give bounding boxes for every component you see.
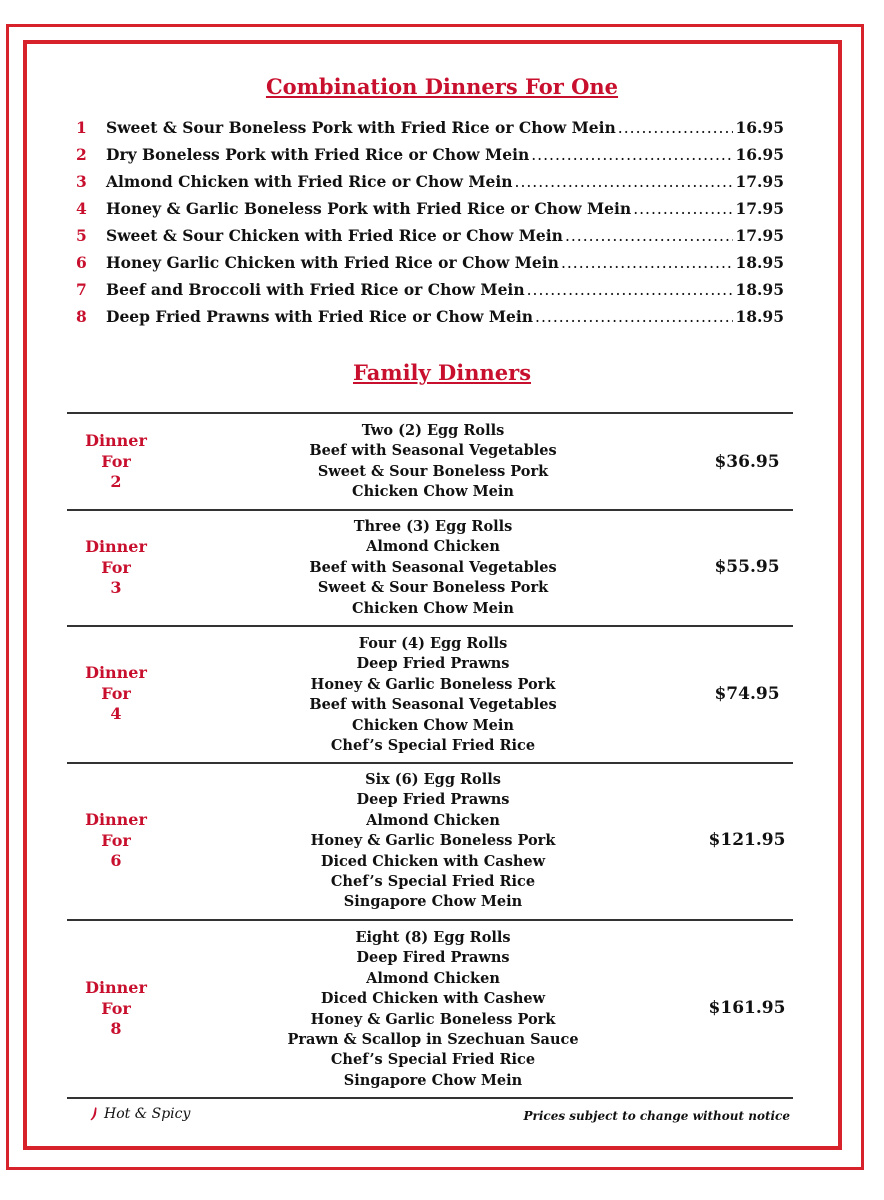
dinner-item: Sweet & Sour Boneless Pork: [317, 579, 549, 597]
dinner-item: Chef’s Special Fried Rice: [330, 737, 536, 755]
dinner-item: Deep Fired Prawns: [356, 949, 510, 967]
dinner-label-line: 8: [110, 1019, 122, 1038]
dinner-item: Chicken Chow Mein: [352, 716, 514, 734]
dinner-item: Prawn & Scallop in Szechuan Sauce: [287, 1031, 579, 1049]
price-notice: Prices subject to change without notice: [523, 1109, 790, 1123]
spicy-legend-text: Hot & Spicy: [104, 1106, 191, 1122]
dinner-item: Singapore Chow Mein: [343, 1071, 523, 1089]
dinner-items: [217, 928, 649, 1091]
dinner-label-line: 6: [110, 851, 122, 870]
dinner-item: Beef with Seasonal Vegetables: [309, 442, 557, 460]
combo-price: 18.95: [735, 253, 784, 272]
combo-price: 17.95: [735, 226, 784, 245]
combo-number: 3: [76, 172, 87, 191]
dinner-item: Honey & Garlic Boneless Pork: [310, 832, 556, 850]
dot-leader: [561, 254, 734, 272]
dinner-label: [67, 431, 165, 493]
dot-leader: [565, 227, 734, 245]
divider: [67, 509, 793, 511]
dinner-label: [67, 663, 165, 725]
dinner-label-line: For: [101, 451, 131, 471]
combo-item: [76, 226, 784, 250]
dinner-price: $36.95: [714, 452, 780, 472]
combo-item: [76, 253, 784, 277]
dinner-item: Chef’s Special Fried Rice: [330, 873, 536, 891]
dinner-price: $121.95: [708, 830, 786, 850]
combo-item: [76, 172, 784, 196]
dinner-items: [217, 634, 649, 756]
dinner-item: Diced Chicken with Cashew: [320, 990, 546, 1008]
dinner-items: [217, 770, 649, 913]
dinner-price: $74.95: [714, 684, 780, 704]
dinner-items: [217, 421, 649, 503]
dinner-item: Chicken Chow Mein: [352, 599, 514, 617]
dinner-item: Eight (8) Egg Rolls: [355, 929, 511, 946]
dinner-label: [67, 537, 165, 599]
combo-price: 18.95: [735, 307, 784, 326]
dinner-item: Deep Fried Prawns: [356, 791, 510, 809]
dinner-item: Deep Fried Prawns: [356, 655, 510, 673]
divider: [67, 625, 793, 627]
dinner-item: Chef’s Special Fried Rice: [330, 1051, 536, 1069]
spicy-legend: [90, 1106, 190, 1122]
combo-name: Sweet & Sour Chicken with Fried Rice or Chow Mein: [106, 226, 563, 245]
combo-name: Honey & Garlic Boneless Pork with Fried Rice or Chow Mein: [106, 199, 632, 218]
combo-name: Beef and Broccoli with Fried Rice or Chow Mein: [106, 280, 525, 299]
divider: [67, 1097, 793, 1099]
combo-number: 1: [76, 118, 87, 137]
dinner-item: Almond Chicken: [366, 969, 500, 987]
dinner-label-line: For: [101, 998, 131, 1018]
dinner-label-line: 2: [110, 472, 122, 491]
dot-leader: [527, 281, 734, 299]
combo-item: [76, 307, 784, 331]
combo-item: [76, 118, 784, 142]
dinner-item: Diced Chicken with Cashew: [320, 852, 546, 870]
combo-price: 16.95: [735, 118, 784, 137]
combo-name: Dry Boneless Pork with Fried Rice or Chow Mein: [106, 145, 530, 164]
combo-price: 17.95: [735, 199, 784, 218]
dinner-item: Beef with Seasonal Vegetables: [309, 696, 557, 714]
combo-number: 7: [76, 280, 87, 299]
combo-number: 8: [76, 307, 87, 326]
dinner-label-line: Dinner: [85, 978, 147, 997]
combo-name: Almond Chicken with Fried Rice or Chow Mein: [106, 172, 513, 191]
dot-leader: [535, 308, 733, 326]
divider: [67, 762, 793, 764]
family-title: Family Dinners: [352, 360, 532, 385]
dot-leader: [531, 146, 733, 164]
dinner-label-line: Dinner: [85, 810, 147, 829]
combo-number: 2: [76, 145, 87, 164]
combination-title: Combination Dinners For One: [265, 74, 619, 99]
dot-leader: [618, 119, 734, 137]
dinner-item: Sweet & Sour Boneless Pork: [317, 462, 549, 480]
combo-item: [76, 199, 784, 223]
dinner-label-line: Dinner: [85, 537, 147, 556]
dinner-item: Two (2) Egg Rolls: [361, 422, 505, 439]
combo-price: 17.95: [735, 172, 784, 191]
combo-name: Honey Garlic Chicken with Fried Rice or Chow Mein: [106, 253, 559, 272]
dot-leader: [515, 173, 734, 191]
combo-price: 18.95: [735, 280, 784, 299]
dinner-label: [67, 978, 165, 1040]
dinner-label-line: 4: [110, 704, 122, 723]
dinner-label-line: 3: [110, 578, 122, 597]
dinner-item: Almond Chicken: [366, 538, 500, 556]
combo-number: 5: [76, 226, 87, 245]
dinner-label-line: For: [101, 683, 131, 703]
combo-item: [76, 145, 784, 169]
dinner-label-line: For: [101, 830, 131, 850]
dinner-price: $55.95: [714, 557, 780, 577]
dinner-item: Singapore Chow Mein: [343, 893, 523, 911]
dinner-item: Three (3) Egg Rolls: [353, 518, 513, 535]
combo-item: [76, 280, 784, 304]
dinner-item: Honey & Garlic Boneless Pork: [310, 1010, 556, 1028]
dinner-label-line: Dinner: [85, 663, 147, 682]
combo-number: 6: [76, 253, 87, 272]
dinner-label: [67, 810, 165, 872]
combo-price: 16.95: [735, 145, 784, 164]
dinner-items: [217, 517, 649, 619]
combo-number: 4: [76, 199, 87, 218]
dinner-item: Almond Chicken: [366, 811, 500, 829]
dinner-label-line: Dinner: [85, 431, 147, 450]
divider: [67, 919, 793, 921]
dinner-item: Chicken Chow Mein: [352, 483, 514, 501]
chili-pepper-icon: [90, 1107, 98, 1121]
dinner-item: Four (4) Egg Rolls: [358, 635, 508, 652]
combo-name: Sweet & Sour Boneless Pork with Fried Rice or Chow Mein: [106, 118, 616, 137]
dinner-item: Honey & Garlic Boneless Pork: [310, 675, 556, 693]
dinner-item: Beef with Seasonal Vegetables: [309, 558, 557, 576]
dinner-price: $161.95: [708, 998, 786, 1018]
dot-leader: [633, 200, 733, 218]
dinner-item: Six (6) Egg Rolls: [365, 771, 501, 788]
divider: [67, 412, 793, 414]
dinner-label-line: For: [101, 557, 131, 577]
combo-name: Deep Fried Prawns with Fried Rice or Chow Mein: [106, 307, 534, 326]
